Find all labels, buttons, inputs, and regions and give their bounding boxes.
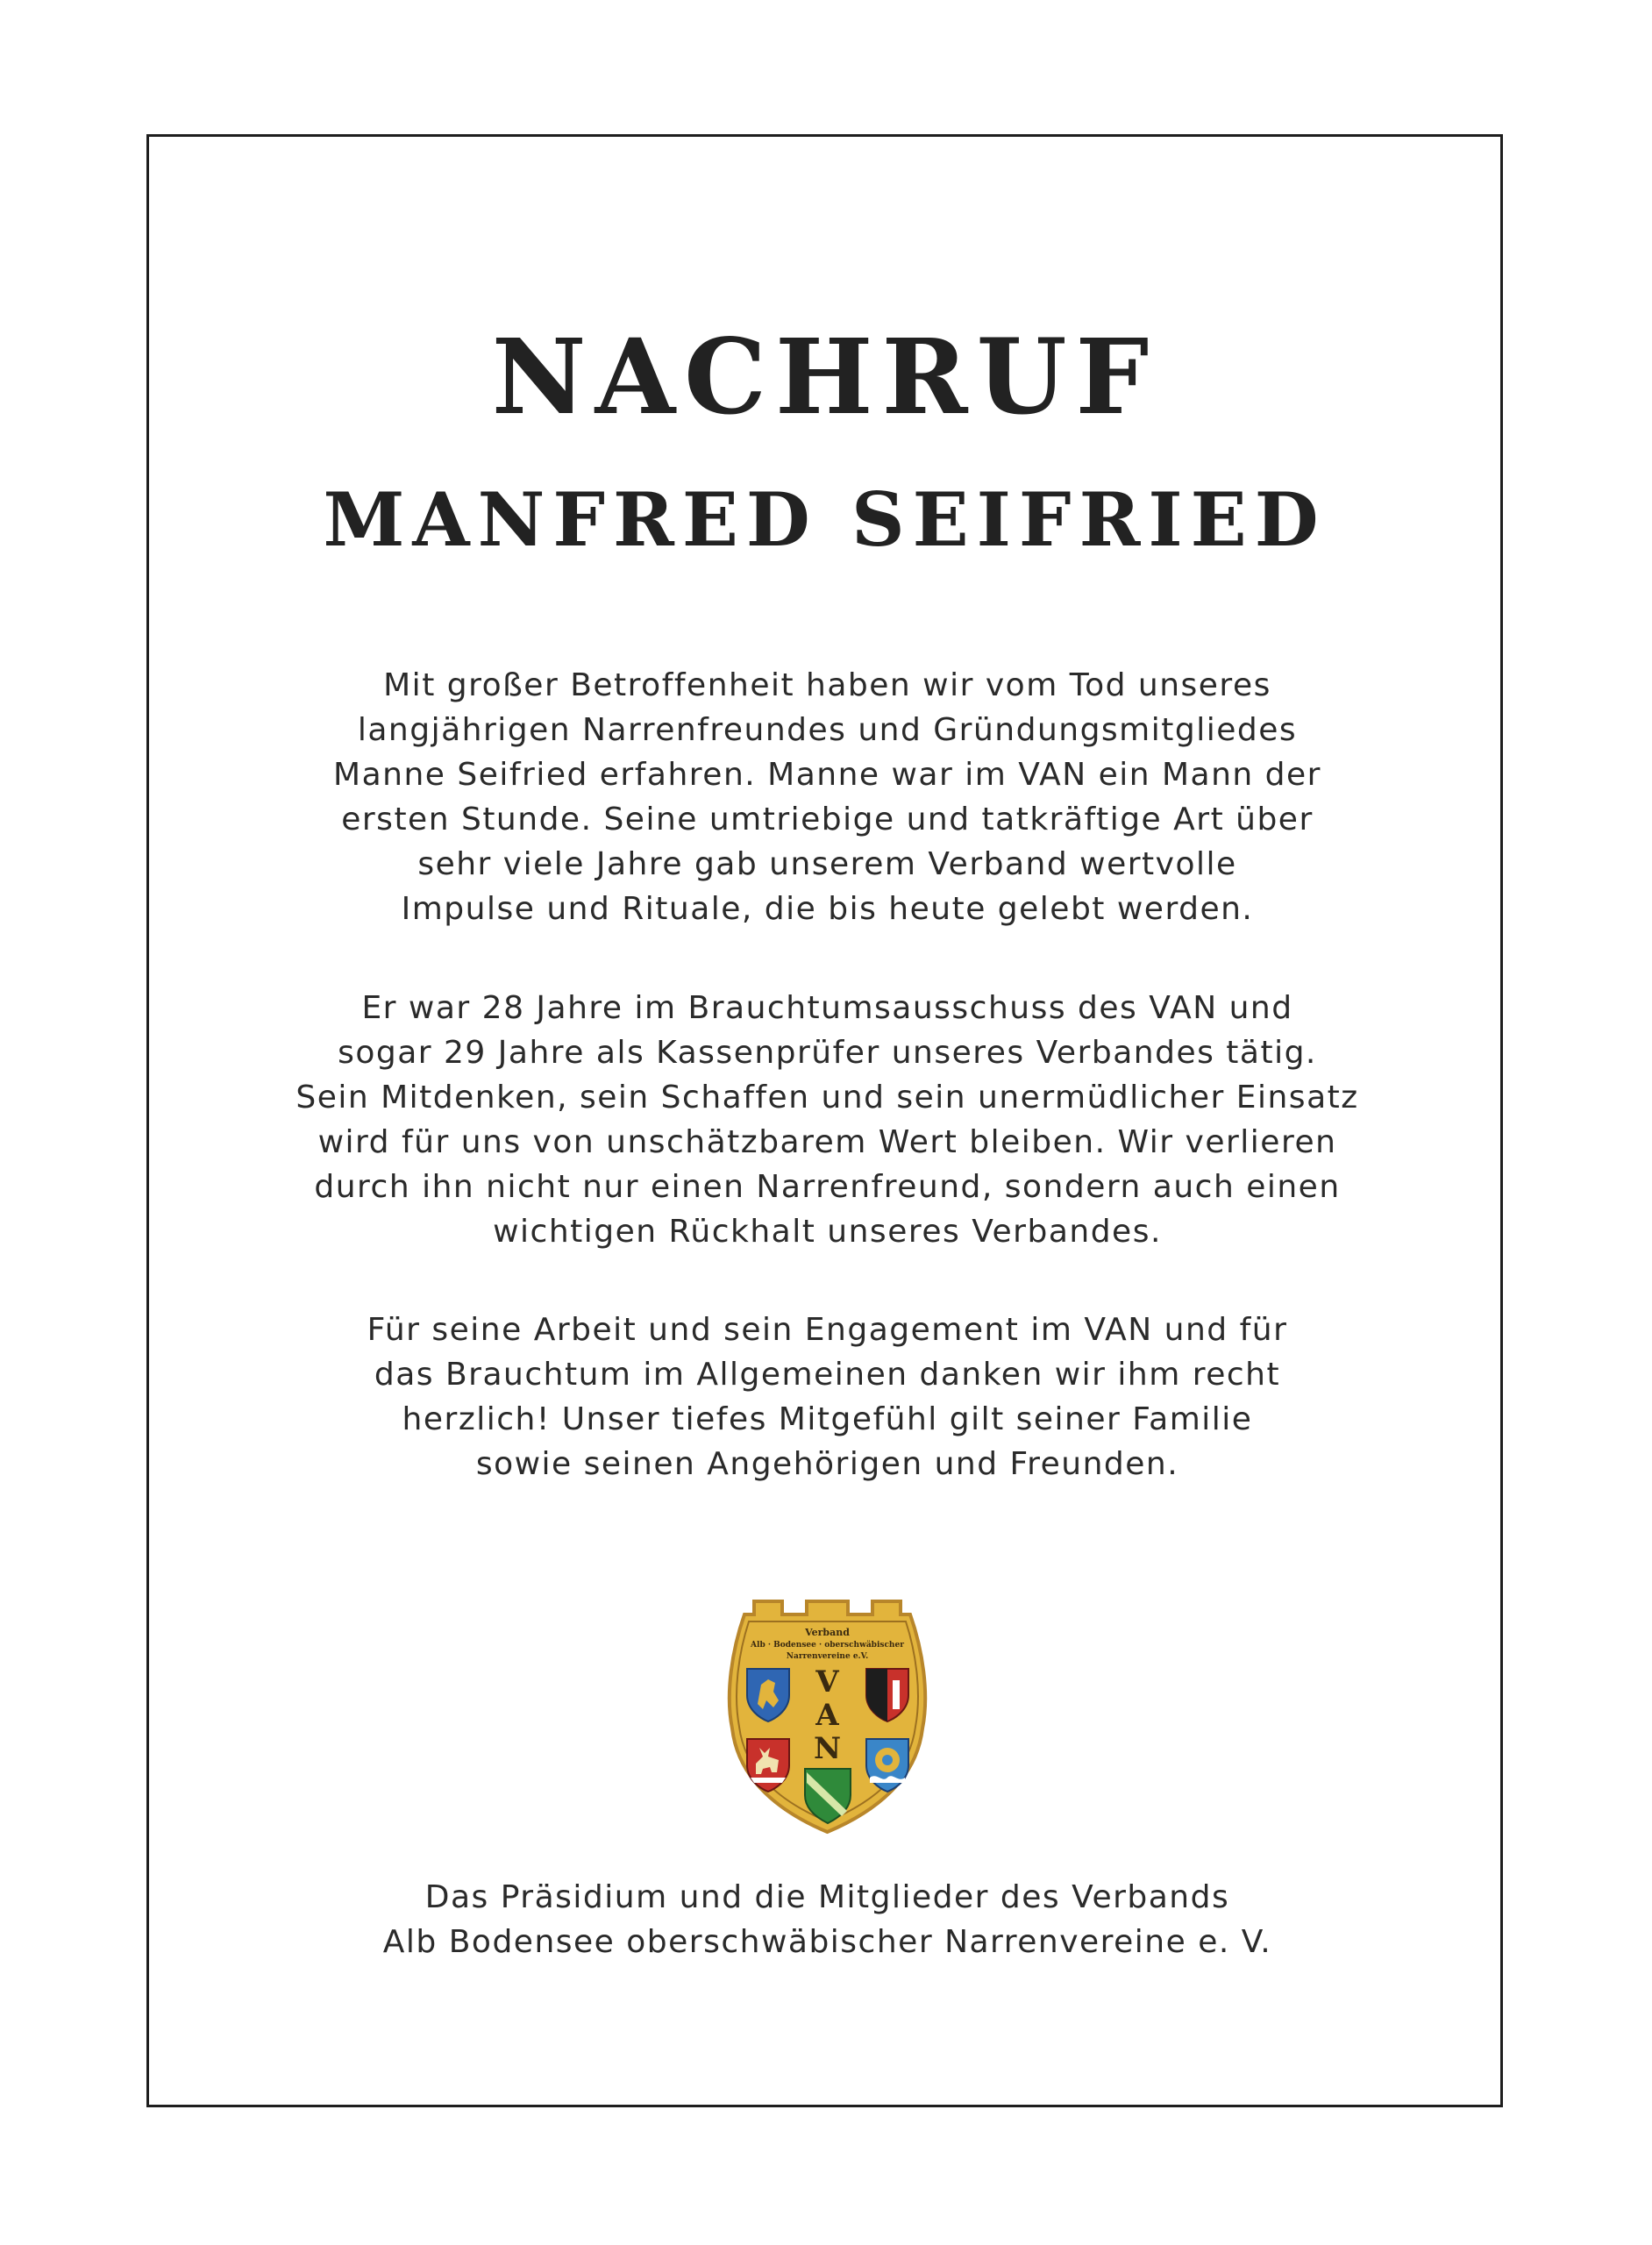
paragraph-line: Für seine Arbeit und sein Engagement im VAN und für	[367, 1312, 1288, 1348]
paragraph-line: wichtigen Rückhalt unseres Verbandes.	[493, 1214, 1162, 1250]
paragraph-line: Sein Mitdenken, sein Schaffen und sein unermüdlicher Einsatz	[296, 1080, 1359, 1115]
obituary-frame	[146, 134, 1503, 2107]
paragraph-1	[246, 663, 1409, 931]
deceased-name: MANFRED SEIFRIED	[323, 476, 1327, 563]
paragraph-line: das Brauchtum im Allgemeinen danken wir ihm recht	[374, 1357, 1281, 1393]
paragraph-line: ersten Stunde. Seine umtriebige und tatkräftige Art über	[341, 802, 1314, 837]
paragraph-line: Manne Seifried erfahren. Manne war im VAN ein Mann der	[333, 757, 1321, 793]
page-title: NACHRUF	[491, 316, 1158, 438]
crest-letter-n: N	[813, 1731, 842, 1766]
crest-text-line2: Alb · Bodensee · oberschwäbischer	[751, 1641, 904, 1650]
crest-white-stripes	[751, 1778, 786, 1783]
paragraph-line: sowie seinen Angehörigen und Freunden.	[475, 1446, 1179, 1482]
paragraph-line: durch ihn nicht nur einen Narrenfreund, sondern auch einen	[314, 1169, 1341, 1205]
crest-text-line3: Narrenvereine e.V.	[786, 1652, 869, 1661]
paragraph-line: langjährigen Narrenfreundes und Gründungsmitgliedes	[357, 712, 1298, 748]
signature-footer	[246, 1875, 1409, 1964]
crest-text-line1: Verband	[805, 1627, 850, 1638]
paragraph-line: sehr viele Jahre gab unserem Verband wertvolle	[417, 846, 1237, 882]
paragraph-3	[246, 1308, 1409, 1486]
crest-letter-a: A	[815, 1698, 839, 1733]
paragraph-2	[246, 986, 1409, 1254]
footer-line: Alb Bodensee oberschwäbischer Narrenvereine e. V.	[382, 1924, 1272, 1960]
paragraph-line: herzlich! Unser tiefes Mitgefühl gilt seiner Familie	[402, 1401, 1253, 1437]
crest-letter-v: V	[815, 1664, 839, 1700]
crest-figure	[893, 1680, 900, 1709]
paragraph-line: sogar 29 Jahre als Kassenprüfer unseres Verbandes tätig.	[338, 1035, 1317, 1071]
paragraph-line: Mit großer Betroffenheit haben wir vom Tod unseres	[383, 667, 1271, 703]
association-crest-logo	[719, 1597, 936, 1835]
star-center	[882, 1755, 893, 1765]
paragraph-line: wird für uns von unschätzbarem Wert bleiben. Wir verlieren	[317, 1124, 1337, 1160]
paragraph-line: Er war 28 Jahre im Brauchtumsausschuss des VAN und	[361, 990, 1293, 1026]
footer-line: Das Präsidium und die Mitglieder des Verbands	[424, 1879, 1230, 1915]
paragraph-line: Impulse und Rituale, die bis heute gelebt werden.	[401, 891, 1254, 927]
